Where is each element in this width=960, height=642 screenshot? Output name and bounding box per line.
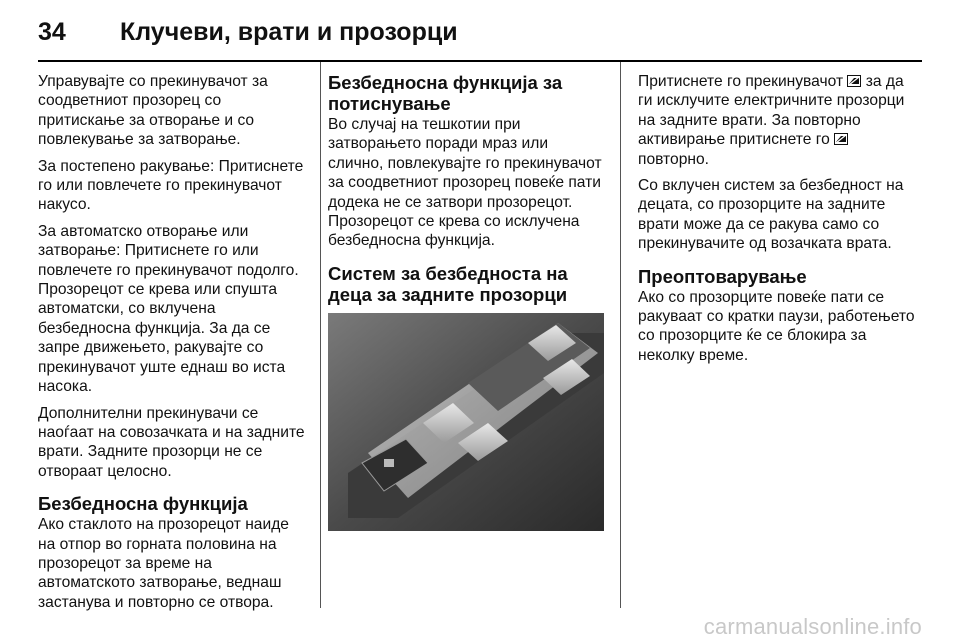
- child-lock-window-icon: [834, 133, 848, 145]
- window-switch-panel-photo: [328, 313, 604, 531]
- paragraph: Ако со прозорците повеќе пати се ракуваат со кратки паузи, работењето со прозорците ќе се блокира за неколку време.: [638, 288, 915, 364]
- column-right: [638, 72, 920, 372]
- section-heading: Преоптоварување: [638, 265, 807, 287]
- paragraph: За постепено ракување: Притиснете го или повлечете го прекинувачот накусо.: [38, 157, 304, 214]
- paragraph: Со вклучен систем за безбедност на децата, со прозорците на задните врати може да се ракува само со прекинувачите од возачката врата.: [638, 177, 904, 253]
- paragraph-child-lock: Притиснете го прекинувачот за да ги исклучите електричните прозорци на задните врати. За повторно активирање притиснете го повторно.: [638, 73, 905, 168]
- child-lock-window-icon: [847, 75, 861, 87]
- column-left: [38, 72, 310, 619]
- watermark: carmanualsonline.info: [703, 614, 922, 639]
- page-number: 34: [38, 18, 66, 46]
- chapter-title: Клучеви, врати и прозорци: [120, 18, 458, 46]
- paragraph: Во случај на тешкотии при затворањето поради мраз или слично, повлекувајте го прекинувачот за соодветниот прозорец повеќе пати додека не се затвори прозорецот. Прозорецот се крева со исклучена безбедносна функција.: [328, 116, 602, 250]
- paragraph: Дополнителни прекинувачи се наоѓаат на совозачката и на задните врати. Задните прозорци не се отвораат целосно.: [38, 404, 305, 480]
- column-middle: [328, 72, 604, 531]
- section-heading: Безбедносна функција за потиснување: [328, 72, 563, 114]
- column-divider-2: [620, 62, 621, 608]
- page-header: [38, 14, 922, 54]
- column-divider-1: [320, 62, 321, 608]
- paragraph: За автоматско отворање или затворање: Притиснете го или повлечете го прекинувачот подолго. Прозорецот се крева или спушта автоматски, со вклучена безбедносна функција. За да се запре движењето, ракувајте со прекинувачот уште еднаш во иста насока.: [38, 222, 299, 396]
- section-heading: Безбедносна функција: [38, 493, 248, 515]
- header-rule: [38, 60, 922, 62]
- paragraph: Управувајте со прекинувачот за соодветниот прозорец со притискање за отворање и со повлекување за затворање.: [38, 73, 268, 149]
- paragraph: Ако стаклото на прозорецот наиде на отпор во горната половина на прозорецот за време на автоматското затворање, веднаш застанува и повторно се отвора.: [38, 516, 289, 611]
- section-heading: Систем за безбедноста на деца за задните прозорци: [328, 262, 568, 305]
